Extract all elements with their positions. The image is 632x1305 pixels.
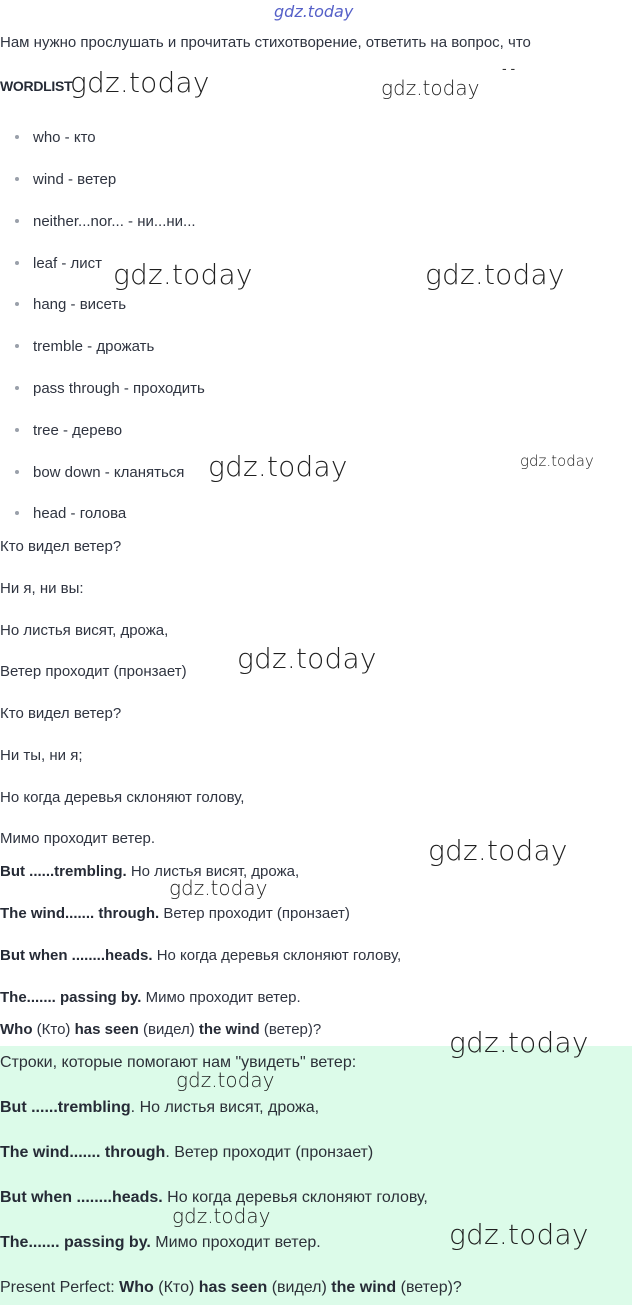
list-item <box>15 380 205 397</box>
bullet-icon <box>15 511 19 515</box>
english-fragment: The wind....... through <box>0 1144 166 1161</box>
wordlist-title: WORDLIST <box>0 78 73 94</box>
bullet-icon <box>15 344 19 348</box>
list-item <box>15 296 126 313</box>
question-word: has seen <box>198 1279 268 1296</box>
watermark: gdz.today <box>274 2 354 21</box>
russian-fragment: . Но листья висят, дрожа, <box>130 1099 320 1116</box>
line-pair <box>0 947 401 964</box>
answer-pair <box>0 1099 319 1117</box>
list-item-text: tremble - дрожать <box>33 338 155 355</box>
bullet-icon <box>15 386 19 390</box>
list-item <box>15 129 96 146</box>
bullet-icon <box>15 177 19 181</box>
list-item <box>15 171 116 188</box>
poem-line: Кто видел ветер? <box>0 705 122 722</box>
watermark: gdz.today <box>169 876 268 900</box>
watermark: gdz.today <box>113 258 253 291</box>
bullet-icon <box>15 135 19 139</box>
bullet-icon <box>15 428 19 432</box>
question-word: has seen <box>74 1021 139 1038</box>
question-gloss: (Кто) <box>158 1279 195 1296</box>
poem-line: Но когда деревья склоняют голову, <box>0 789 245 806</box>
watermark: gdz.today <box>176 1068 275 1092</box>
question-word: the wind <box>198 1021 260 1038</box>
poem-line: Кто видел ветер? <box>0 538 122 555</box>
list-item-text: tree - дерево <box>33 422 123 439</box>
question-word: the wind <box>331 1279 397 1296</box>
watermark: gdz.today <box>425 258 565 291</box>
answer-pair <box>0 1144 373 1162</box>
list-item <box>15 255 102 272</box>
watermark: gdz.today <box>208 450 348 483</box>
russian-fragment: Но когда деревья склоняют голову, <box>156 947 402 964</box>
english-fragment: But when ........heads. <box>0 947 153 964</box>
question-word: Who <box>119 1279 154 1296</box>
list-item-text: leaf - лист <box>33 255 103 272</box>
russian-fragment: Мимо проходит ветер. <box>145 989 301 1006</box>
poem-line: Ни я, ни вы: <box>0 580 84 597</box>
russian-fragment: Но когда деревья склоняют голову, <box>167 1189 428 1206</box>
list-item-text: pass through - проходить <box>33 380 205 397</box>
tense-label: Present Perfect: <box>0 1279 115 1296</box>
bullet-icon <box>15 219 19 223</box>
list-item-text: who - кто <box>33 129 96 146</box>
list-item <box>15 422 122 439</box>
english-fragment: But ......trembling. <box>0 863 127 880</box>
list-item <box>15 464 184 481</box>
watermark: gdz.today <box>237 642 377 675</box>
poem-line: Мимо проходит ветер. <box>0 830 156 847</box>
watermark: gdz.today <box>449 1026 589 1059</box>
list-item-text: bow down - кланяться <box>33 464 185 481</box>
poem-line: Но листья висят, дрожа, <box>0 622 169 639</box>
list-item-text: neither...nor... - ни...ни... <box>33 213 196 230</box>
poem-line: Ветер проходит (пронзает) <box>0 663 187 680</box>
bullet-icon <box>15 470 19 474</box>
list-item <box>15 505 126 522</box>
question-gloss: (Кто) <box>36 1021 71 1038</box>
watermark: gdz.today <box>172 1204 271 1228</box>
line-pair <box>0 905 350 922</box>
line-pair <box>0 863 299 880</box>
watermark: gdz.today <box>70 66 210 99</box>
corner-mark: - - <box>502 60 516 76</box>
question-gloss: (видел) <box>271 1279 327 1296</box>
russian-fragment: . Ветер проходит (пронзает) <box>165 1144 374 1161</box>
watermark: gdz.today <box>428 834 568 867</box>
question-word: Who <box>0 1021 33 1038</box>
english-fragment: But when ........heads. <box>0 1189 163 1206</box>
line-pair <box>0 989 301 1006</box>
english-fragment: The wind....... through. <box>0 905 160 922</box>
english-fragment: The....... passing by. <box>0 989 142 1006</box>
english-fragment: But ......trembling <box>0 1099 131 1116</box>
bullet-icon <box>15 302 19 306</box>
answer-tense-line <box>0 1279 462 1297</box>
russian-fragment: Мимо проходит ветер. <box>155 1234 321 1251</box>
answer-box <box>0 1046 632 1305</box>
answer-pair <box>0 1234 321 1252</box>
list-item <box>15 338 154 355</box>
watermark: gdz.today <box>381 76 480 100</box>
russian-fragment: Ветер проходит (пронзает) <box>163 905 350 922</box>
watermark: gdz.today <box>520 452 594 470</box>
list-item <box>15 213 196 230</box>
poem-line: Ни ты, ни я; <box>0 747 83 764</box>
question-gloss: (ветер)? <box>400 1279 462 1296</box>
intro-text: Нам нужно прослушать и прочитать стихотворение, ответить на вопрос, что <box>0 34 531 51</box>
question-line <box>0 1021 321 1038</box>
russian-fragment: Но листья висят, дрожа, <box>130 863 300 880</box>
bullet-icon <box>15 261 19 265</box>
watermark: gdz.today <box>449 1218 589 1251</box>
answer-heading: Строки, которые помогают нам "увидеть" ветер: <box>0 1054 357 1071</box>
list-item-text: hang - висеть <box>33 296 127 313</box>
list-item-text: wind - ветер <box>33 171 117 188</box>
question-gloss: (ветер)? <box>263 1021 322 1038</box>
question-gloss: (видел) <box>143 1021 195 1038</box>
english-fragment: The....... passing by. <box>0 1234 151 1251</box>
list-item-text: head - голова <box>33 505 127 522</box>
